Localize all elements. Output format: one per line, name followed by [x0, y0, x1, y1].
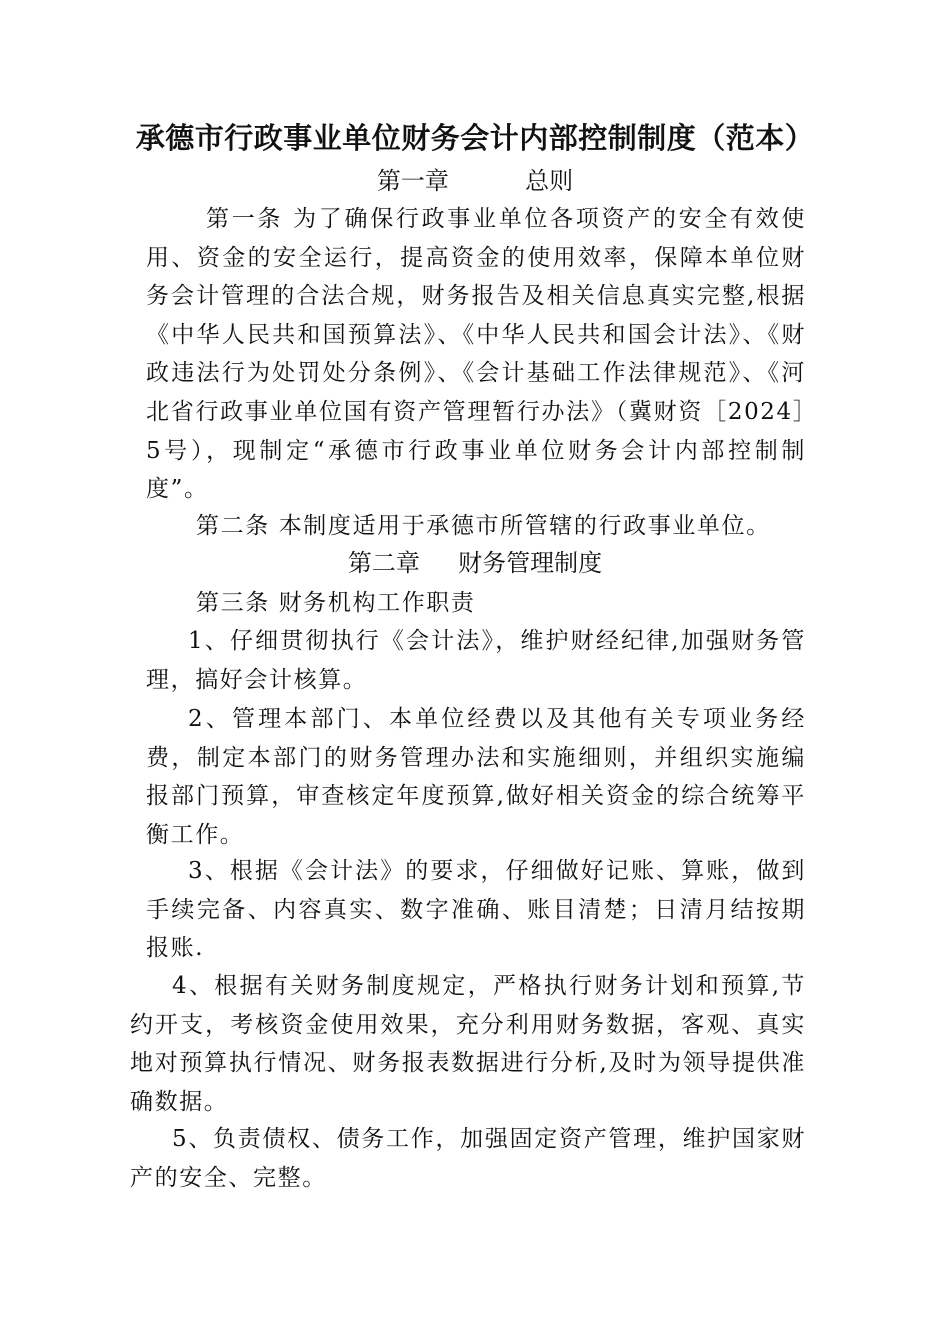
- document-title: 承德市行政事业单位财务会计内部控制制度（范本）: [135, 121, 815, 155]
- article-1: 第一条 为了确保行政事业单位各项资产的安全有效使用、资金的安全运行，提高资金的使用效率，保障本单位财务会计管理的合法合规，财务报告及相关信息真实完整,根据《中华人民共和国预算法》、《中华人民共和国会计法》、《财政违法行为处罚处分条例》、《会计基础工作法律规范》、《河北省行政事业单位国有资产管理暂行办法》（冀财资［2024］5号），现制定“承德市行政事业单位财务会计内部控制制度”。: [146, 206, 806, 503]
- article-2: 第二条 本制度适用于承德市所管辖的行政事业单位。: [196, 513, 771, 539]
- list-item-4: 4、根据有关财务制度规定，严格执行财务计划和预算,节约开支，考核资金使用效果，充分利用财务数据，客观、真实地对预算执行情况、财务报表数据进行分析,及时为领导提供准确数据。: [130, 973, 806, 1115]
- list-item-3: 3、根据《会计法》的要求，仔细做好记账、算账，做到手续完备、内容真实、数字准确、账目清楚；日清月结按期报账.: [146, 858, 806, 962]
- list-item-1: 1、仔细贯彻执行《会计法》，维护财经纪律,加强财务管理，搞好会计核算。: [146, 628, 806, 693]
- list-item-5: 5、负责债权、债务工作，加强固定资产管理，维护国家财产的安全、完整。: [130, 1126, 806, 1191]
- chapter-heading-2: 第二章 财务管理制度: [347, 549, 603, 577]
- chapter-heading-1: 第一章 总则: [376, 167, 574, 195]
- article-3: 第三条 财务机构工作职责: [196, 590, 476, 616]
- list-item-2: 2、管理本部门、本单位经费以及其他有关专项业务经费，制定本部门的财务管理办法和实施细则，并组织实施编报部门预算，审查核定年度预算,做好相关资金的综合统筹平衡工作。: [146, 706, 806, 848]
